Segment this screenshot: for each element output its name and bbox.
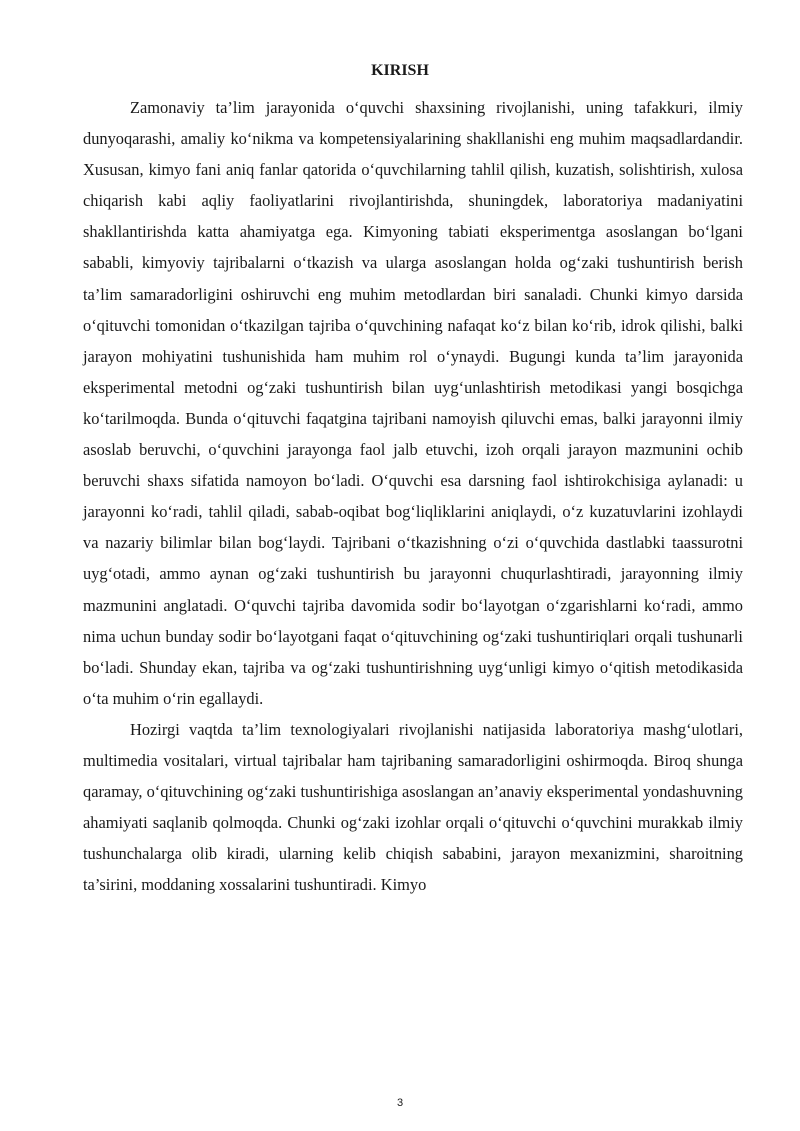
paragraph-1: Zamonaviy ta’lim jarayonida o‘quvchi shaxsining rivojlanishi, uning tafakkuri, ilmiy dunyoqarashi, amaliy ko‘nikma va kompetensiyalarining shakllanishi eng muhim maqsadlardandir. Xususan, kimyo fani aniq fanlar qatorida o‘quvchilarning tahlil qilish, kuzatish, solishtirish, xulosa chiqarish kabi aqliy faoliyatlarini rivojlantirishda, shuningdek, laboratoriya madaniyatini shakllantirishda katta ahamiyatga ega. Kimyoning tabiati eksperimentga asoslangan bo‘lgani sababli, kimyoviy tajribalarni o‘tkazish va ularga asoslangan holda og‘zaki tushuntirish berish ta’lim samaradorligini oshiruvchi eng muhim metodlardan biri sanaladi. Chunki kimyo darsida o‘qituvchi tomonidan o‘tkazilgan tajriba o‘quvchining nafaqat ko‘z bilan ko‘rib, idrok qilishi, balki jarayon mohiyatini tushunishida ham muhim rol o‘ynaydi. Bugungi kunda ta’lim jarayonida eksperimental metodni og‘zaki tushuntirish bilan uyg‘unlashtirish metodikasi yangi bosqichga ko‘tarilmoqda. Bunda o‘qituvchi faqatgina tajribani namoyish qiluvchi emas, balki jarayonni ilmiy asoslab beruvchi, o‘quvchini jarayonga faol jalb etuvchi, izoh orqali jarayon mazmunini ochib beruvchi shaxs sifatida namoyon bo‘ladi. O‘quvchi esa darsning faol ishtirokchisiga aylanadi: u jarayonni ko‘radi, tahlil qiladi, sabab-oqibat bog‘liqliklarini aniqlaydi, o‘z kuzatuvlarini izohlaydi va nazariy bilimlar bilan bog‘laydi. Tajribani o‘tkazishning o‘zi o‘quvchida dastlabki taassurotni uyg‘otadi, ammo aynan og‘zaki tushuntirish bu jarayonni chuqurlashtiradi, jarayonning ilmiy mazmunini anglatadi. O‘quvchi tajriba davomida sodir bo‘layotgan o‘zgarishlarni ko‘radi, ammo nima uchun bunday sodir bo‘layotgani faqat o‘qituvchining og‘zaki tushuntiriqlari orqali tushunarli bo‘ladi. Shunday ekan, tajriba va og‘zaki tushuntirishning uyg‘unligi kimyo o‘qitish metodikasida o‘ta muhim o‘rin egallaydi. <box>83 98 743 708</box>
section-heading: KIRISH <box>371 62 429 79</box>
page-number: 3 <box>396 1097 404 1109</box>
body-text <box>83 92 743 900</box>
paragraph-2: Hozirgi vaqtda ta’lim texnologiyalari rivojlanishi natijasida laboratoriya mashg‘ulotlari, multimedia vositalari, virtual tajribalar ham tajribaning samaradorligini oshirmoqda. Biroq shunga qaramay, o‘qituvchining og‘zaki tushuntirishiga asoslangan an’anaviy eksperimental yondashuvning ahamiyati saqlanib qolmoqda. Chunki og‘zaki izohlar orqali o‘qituvchi o‘quvchini murakkab ilmiy tushunchalarga olib kiradi, ularning kelib chiqish sababini, jarayon mexanizmini, sharoitning ta’sirini, moddaning xossalarini tushuntiradi. Kimyo <box>83 719 743 895</box>
